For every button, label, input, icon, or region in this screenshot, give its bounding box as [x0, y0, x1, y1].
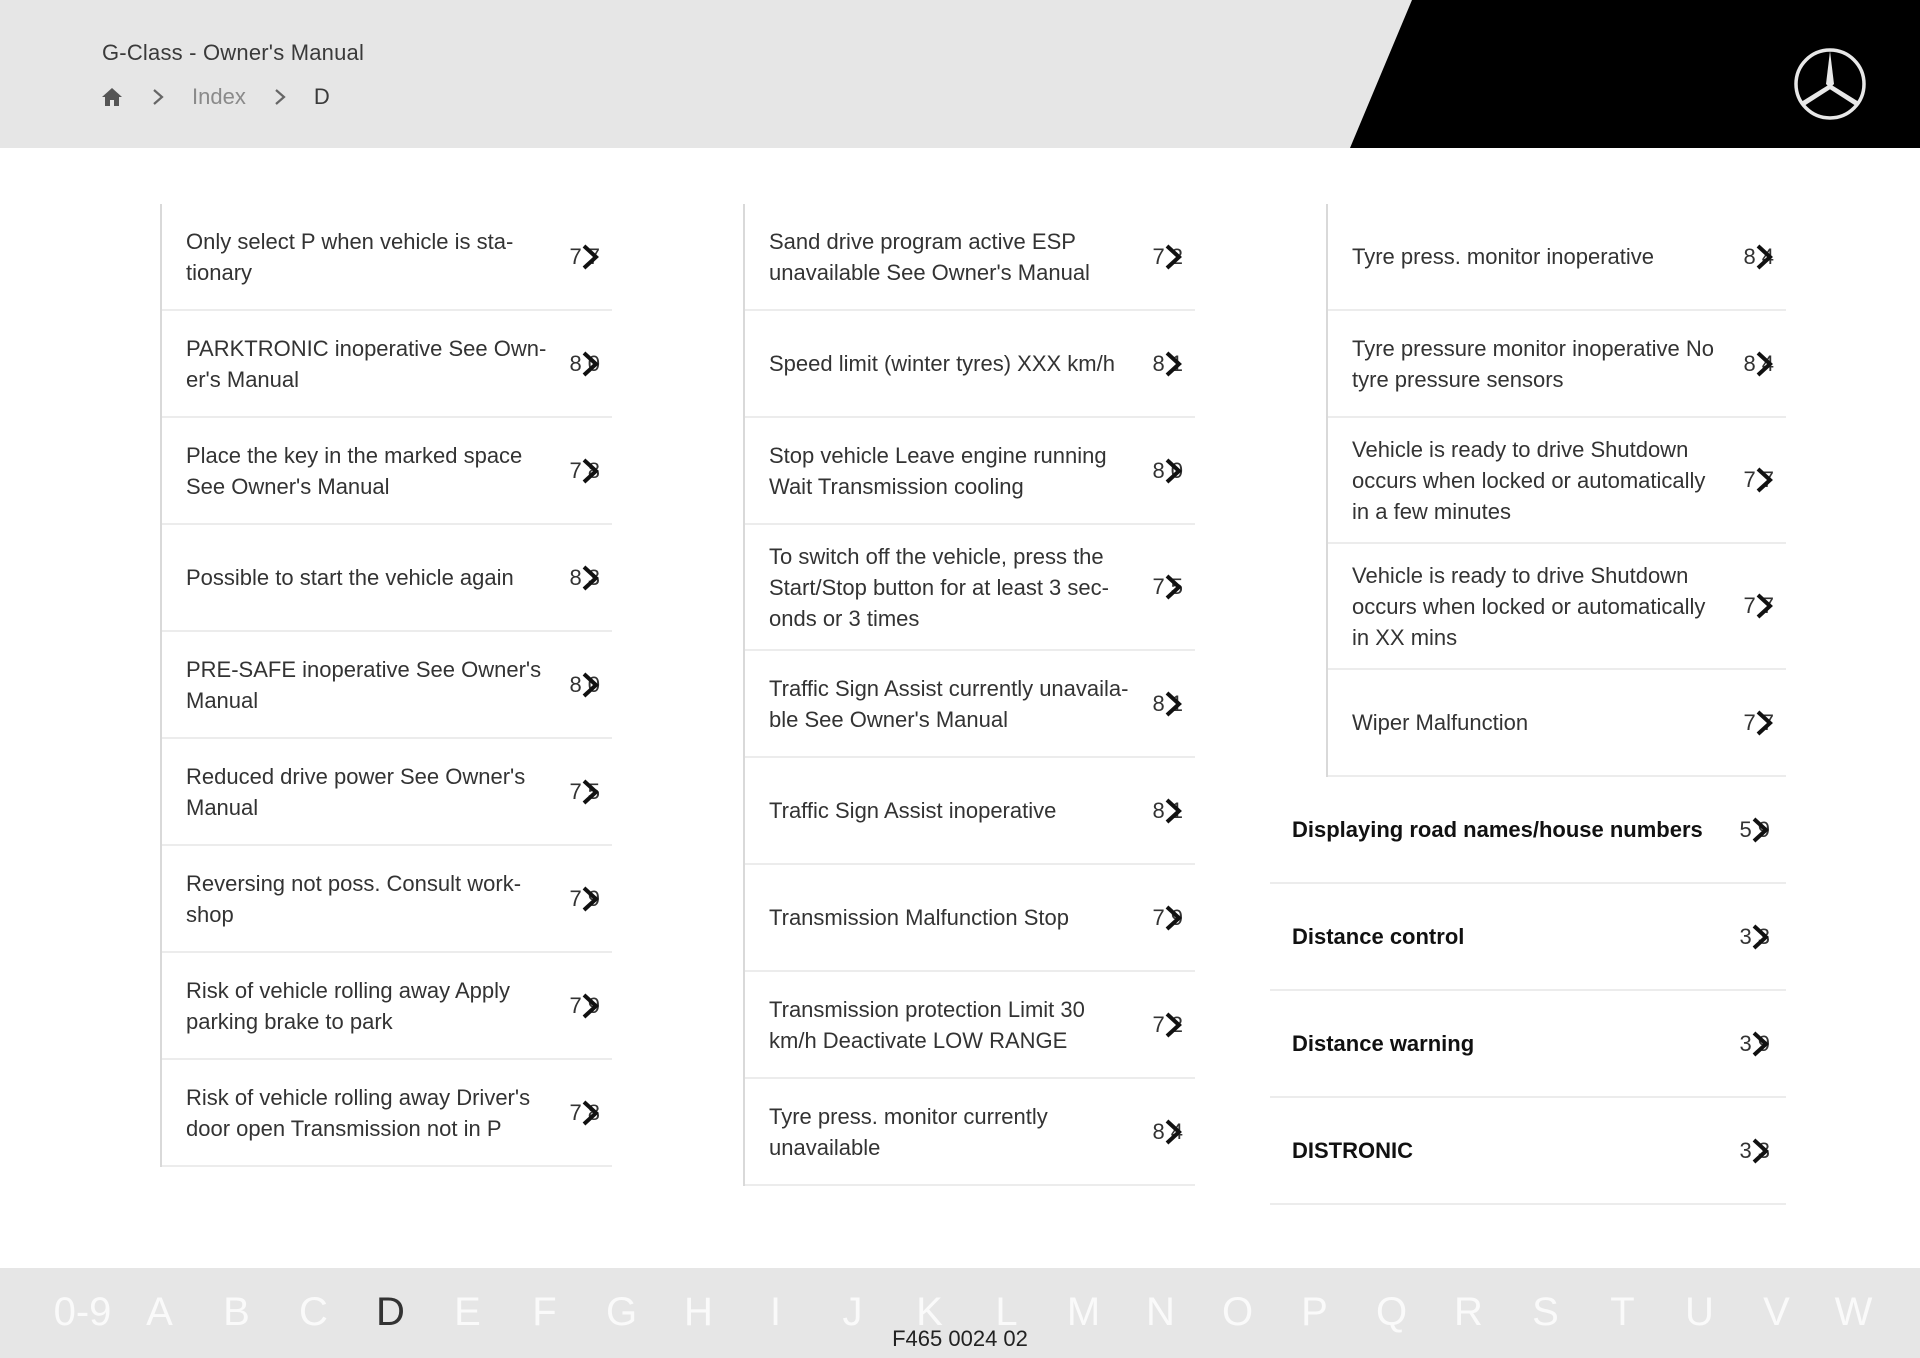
index-entry[interactable]: [1328, 204, 1786, 311]
index-column-2: [743, 204, 1195, 1186]
page-reference[interactable]: 79: [569, 992, 606, 1018]
arrow-right-icon: [1163, 1118, 1185, 1146]
index-entry[interactable]: [162, 953, 612, 1060]
alpha-i[interactable]: I: [769, 1290, 782, 1334]
entry-label: Traffic Sign Assist currently unavaila-ble See Owner's Manual: [769, 675, 1129, 732]
alpha-a[interactable]: A: [146, 1290, 173, 1334]
main-index-entry[interactable]: [1270, 991, 1786, 1098]
alpha-d[interactable]: D: [376, 1290, 405, 1334]
sub-entry-list: [743, 204, 1195, 1186]
entry-label: Transmission protection Limit 30 km/h Deactivate LOW RANGE: [769, 996, 1085, 1053]
entry-label: DISTRONIC: [1292, 1138, 1413, 1163]
alpha-o[interactable]: O: [1221, 1290, 1254, 1334]
main-index-entry[interactable]: [1270, 884, 1786, 991]
mercedes-star-logo: [1792, 46, 1868, 122]
index-entry[interactable]: [162, 525, 612, 632]
arrow-right-icon: [1754, 350, 1776, 378]
page-reference[interactable]: 77: [1743, 467, 1780, 492]
entry-label: Only select P when vehicle is sta-tionary: [186, 228, 514, 285]
alpha-t[interactable]: T: [1610, 1290, 1635, 1334]
entry-label: Sand drive program active ESP unavailable See Owner's Manual: [769, 228, 1090, 285]
index-entry[interactable]: [745, 204, 1195, 311]
arrow-right-icon: [1163, 350, 1185, 378]
home-icon[interactable]: [100, 85, 124, 109]
page-reference[interactable]: 83: [569, 564, 606, 590]
entry-label: Risk of vehicle rolling away Driver's door open Transmission not in P: [186, 1084, 531, 1141]
alpha-p[interactable]: P: [1301, 1290, 1328, 1334]
index-entry[interactable]: [745, 525, 1195, 651]
alpha-h[interactable]: H: [684, 1290, 713, 1334]
entry-label: To switch off the vehicle, press the Start/Stop button for at least 3 sec-onds or 3 times: [769, 543, 1109, 631]
index-entry[interactable]: [162, 1060, 612, 1167]
page-reference[interactable]: 84: [1743, 350, 1780, 376]
index-entry[interactable]: [162, 739, 612, 846]
arrow-right-icon: [580, 564, 602, 592]
index-entry[interactable]: [1328, 418, 1786, 544]
index-column-3: [1292, 204, 1786, 1205]
index-entry[interactable]: [162, 846, 612, 953]
index-entry[interactable]: [745, 311, 1195, 418]
arrow-right-icon: [580, 778, 602, 806]
arrow-right-icon: [1754, 243, 1776, 271]
page-reference[interactable]: 80: [569, 671, 606, 697]
page-reference[interactable]: 75: [569, 778, 606, 804]
entry-label: Possible to start the vehicle again: [186, 565, 514, 590]
arrow-right-icon: [1750, 1137, 1772, 1165]
index-entry[interactable]: [745, 418, 1195, 525]
entry-label: Distance warning: [1292, 1031, 1475, 1056]
index-entry[interactable]: [745, 1079, 1195, 1186]
chevron-right-icon: [270, 87, 290, 107]
index-entry[interactable]: [745, 972, 1195, 1079]
arrow-right-icon: [1754, 592, 1776, 620]
breadcrumb-current: D: [313, 84, 330, 109]
page-reference[interactable]: 78: [569, 1099, 606, 1125]
index-entry[interactable]: [1328, 544, 1786, 670]
arrow-right-icon: [1163, 243, 1185, 271]
page-reference[interactable]: 77: [569, 243, 606, 269]
page-reference[interactable]: 72: [1152, 1011, 1189, 1037]
entry-label: Distance control: [1292, 924, 1465, 949]
entry-label: Vehicle is ready to drive Shutdown occurs when locked or automatically in a few minutes: [1352, 436, 1706, 524]
header: [0, 0, 1920, 148]
alpha-0-9[interactable]: 0-9: [53, 1290, 112, 1334]
page-reference[interactable]: 77: [1743, 709, 1780, 735]
entry-label: Reversing not poss. Consult work-shop: [186, 870, 522, 927]
arrow-right-icon: [1163, 904, 1185, 932]
arrow-right-icon: [1750, 816, 1772, 844]
page-reference[interactable]: 81: [1152, 350, 1189, 376]
entry-label: Tyre press. monitor currently unavailable: [769, 1103, 1048, 1160]
alpha-n[interactable]: N: [1146, 1290, 1175, 1334]
alpha-j[interactable]: J: [842, 1290, 863, 1334]
arrow-right-icon: [1163, 457, 1185, 485]
index-column-1: [160, 204, 612, 1167]
alpha-l[interactable]: L: [995, 1290, 1018, 1334]
entry-label: Displaying road names/house numbers: [1292, 817, 1703, 842]
alpha-b[interactable]: B: [223, 1290, 250, 1334]
arrow-right-icon: [580, 992, 602, 1020]
arrow-right-icon: [1754, 709, 1776, 737]
arrow-right-icon: [580, 671, 602, 699]
page-reference[interactable]: 84: [1743, 243, 1780, 269]
index-entry[interactable]: [162, 204, 612, 311]
index-entry[interactable]: [745, 651, 1195, 758]
page-reference[interactable]: 81: [1152, 797, 1189, 823]
sub-entry-list: [160, 204, 612, 1167]
index-entry[interactable]: [162, 418, 612, 525]
entry-label: Vehicle is ready to drive Shutdown occurs when locked or automatically in XX mins: [1352, 562, 1706, 650]
index-entry[interactable]: [162, 632, 612, 739]
footer: [0, 1268, 1920, 1358]
arrow-right-icon: [580, 350, 602, 378]
entry-label: Tyre pressure monitor inoperative No tyre pressure sensors: [1352, 335, 1714, 392]
entry-label: Tyre press. monitor inoperative: [1352, 244, 1655, 269]
arrow-right-icon: [1163, 1011, 1185, 1039]
alpha-k[interactable]: K: [916, 1290, 943, 1334]
page-reference[interactable]: 81: [1152, 690, 1189, 716]
alpha-r[interactable]: R: [1454, 1290, 1483, 1334]
alpha-e[interactable]: E: [454, 1290, 481, 1334]
index-entry[interactable]: [1328, 670, 1786, 777]
alpha-v[interactable]: V: [1763, 1290, 1790, 1334]
page-reference[interactable]: 80: [1152, 457, 1189, 483]
arrow-right-icon: [1163, 573, 1185, 601]
arrow-right-icon: [580, 457, 602, 485]
alpha-q[interactable]: Q: [1375, 1290, 1408, 1334]
alpha-w[interactable]: W: [1834, 1290, 1873, 1334]
entry-label: Wiper Malfunction: [1352, 710, 1529, 735]
arrow-right-icon: [580, 1099, 602, 1127]
arrow-right-icon: [1750, 1030, 1772, 1058]
index-entry[interactable]: [1328, 311, 1786, 418]
arrow-right-icon: [1754, 466, 1776, 494]
alpha-m[interactable]: M: [1066, 1290, 1101, 1334]
index-entry[interactable]: [745, 865, 1195, 972]
page-reference[interactable]: 59: [1739, 816, 1776, 842]
entry-label: Transmission Malfunction Stop: [769, 905, 1069, 930]
page-reference[interactable]: 84: [1152, 1118, 1189, 1144]
entry-label: PRE-SAFE inoperative See Owner's Manual: [186, 656, 542, 713]
alpha-s[interactable]: S: [1532, 1290, 1559, 1334]
entry-label: PARKTRONIC inoperative See Own-er's Manual: [186, 335, 547, 392]
entry-label: Risk of vehicle rolling away Apply parking brake to park: [186, 977, 511, 1034]
page-reference[interactable]: 75: [1152, 574, 1189, 599]
arrow-right-icon: [1163, 690, 1185, 718]
breadcrumb-index[interactable]: Index: [192, 84, 246, 109]
main-index-entry[interactable]: [1270, 777, 1786, 884]
page-reference[interactable]: 78: [569, 457, 606, 483]
alpha-c[interactable]: C: [299, 1290, 328, 1334]
page-reference[interactable]: 77: [1743, 593, 1780, 618]
page-reference[interactable]: 79: [1152, 904, 1189, 930]
page-reference[interactable]: 33: [1739, 1137, 1776, 1163]
alpha-g[interactable]: G: [605, 1290, 638, 1334]
main-entry-list: [1270, 777, 1786, 1205]
index-entry[interactable]: [745, 758, 1195, 865]
entry-label: Reduced drive power See Owner's Manual: [186, 763, 526, 820]
breadcrumb: [100, 84, 330, 110]
entry-label: Place the key in the marked space See Owner's Manual: [186, 442, 523, 499]
alpha-f[interactable]: F: [532, 1290, 557, 1334]
page-reference[interactable]: 72: [1152, 243, 1189, 269]
document-number: F465 0024 02: [892, 1326, 1028, 1351]
page-reference[interactable]: 39: [1739, 1030, 1776, 1056]
arrow-right-icon: [1163, 797, 1185, 825]
entry-label: Traffic Sign Assist inoperative: [769, 798, 1057, 823]
entry-label: Speed limit (winter tyres) XXX km/h: [769, 351, 1115, 376]
page-reference[interactable]: 79: [569, 885, 606, 911]
arrow-right-icon: [580, 243, 602, 271]
arrow-right-icon: [580, 885, 602, 913]
chevron-right-icon: [148, 87, 168, 107]
page-reference[interactable]: 33: [1739, 923, 1776, 949]
page-reference[interactable]: 80: [569, 350, 606, 376]
main-index-entry[interactable]: [1270, 1098, 1786, 1205]
entry-label: Stop vehicle Leave engine running Wait Transmission cooling: [769, 442, 1107, 499]
sub-entry-list: [1326, 204, 1786, 777]
manual-title: G-Class - Owner's Manual: [102, 40, 365, 65]
index-entry[interactable]: [162, 311, 612, 418]
alpha-u[interactable]: U: [1685, 1290, 1714, 1334]
arrow-right-icon: [1750, 923, 1772, 951]
